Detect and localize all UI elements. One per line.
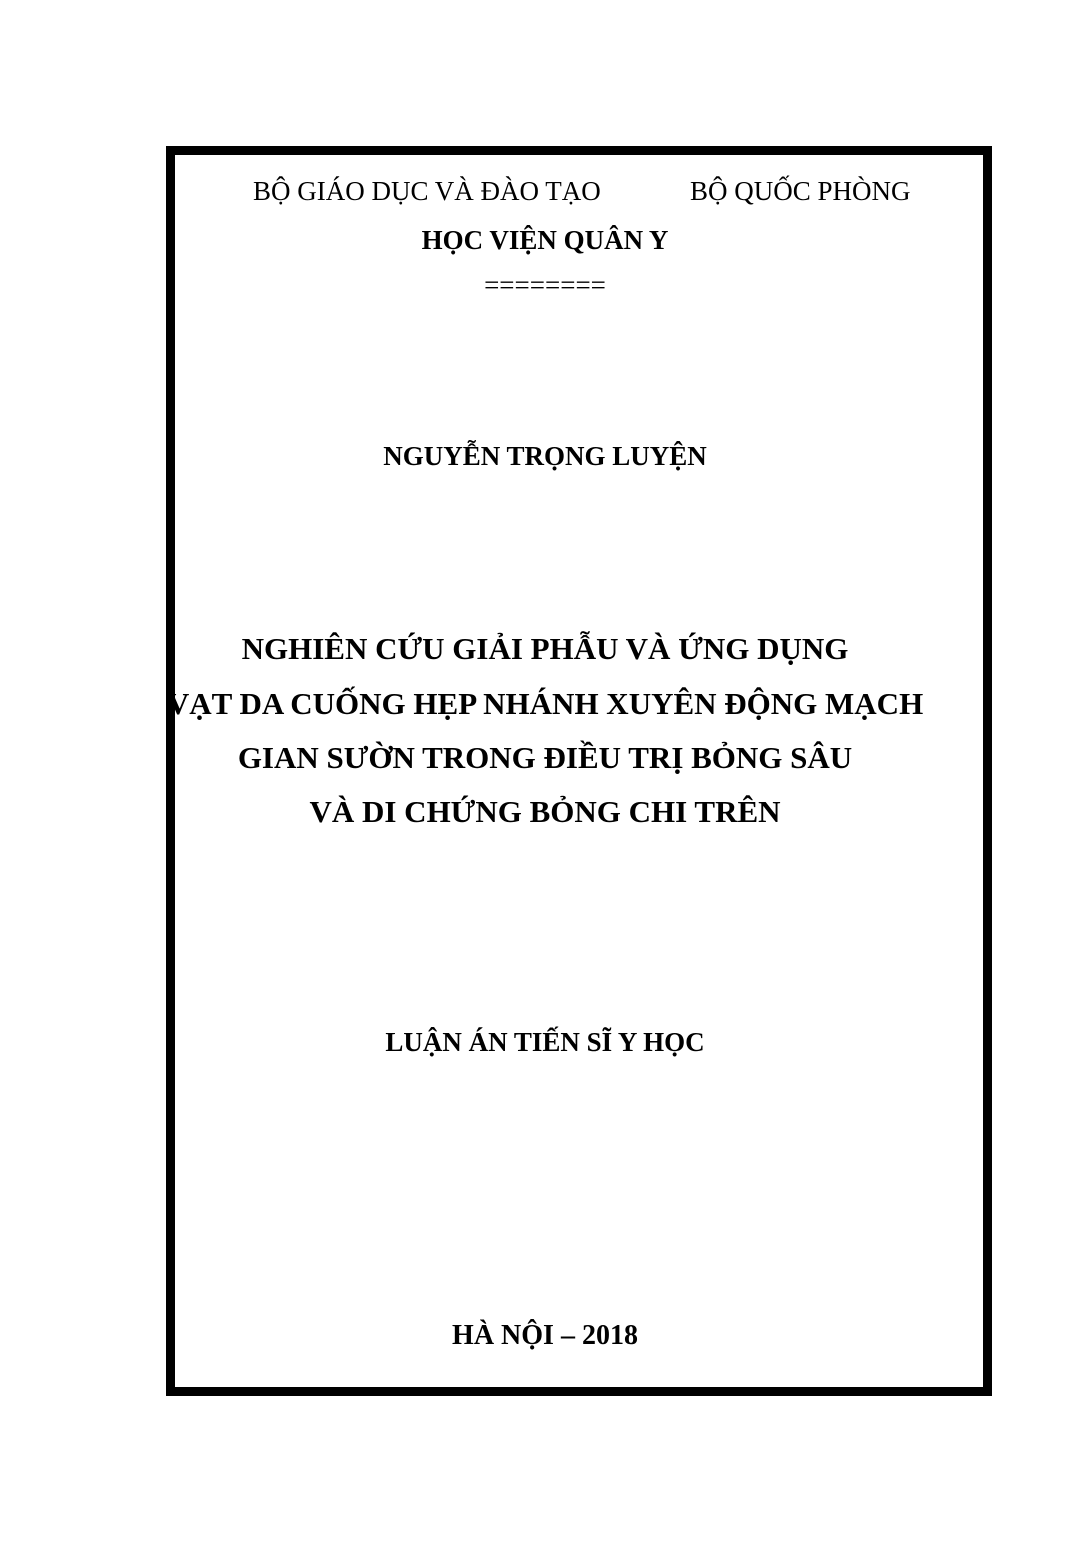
- thesis-title-line-1: NGHIÊN CỨU GIẢI PHẪU VÀ ỨNG DỤNG: [241, 631, 849, 666]
- thesis-title-line-4: VÀ DI CHỨNG BỎNG CHI TRÊN: [309, 794, 781, 829]
- ministry-education-label: BỘ GIÁO DỤC VÀ ĐÀO TẠO: [253, 176, 601, 206]
- institute-name: HỌC VIỆN QUÂN Y: [421, 225, 669, 255]
- ministry-defense-label: BỘ QUỐC PHÒNG: [690, 176, 911, 206]
- thesis-title-line-2: VẠT DA CUỐNG HẸP NHÁNH XUYÊN ĐỘNG MẠCH: [166, 686, 924, 721]
- author-name: NGUYỄN TRỌNG LUYỆN: [383, 441, 707, 471]
- header-separator: ========: [484, 270, 606, 300]
- place-year: HÀ NỘI – 2018: [452, 1320, 638, 1351]
- degree-label: LUẬN ÁN TIẾN SĨ Y HỌC: [385, 1027, 705, 1057]
- thesis-title-line-3: GIAN SƯỜN TRONG ĐIỀU TRỊ BỎNG SÂU: [237, 740, 853, 775]
